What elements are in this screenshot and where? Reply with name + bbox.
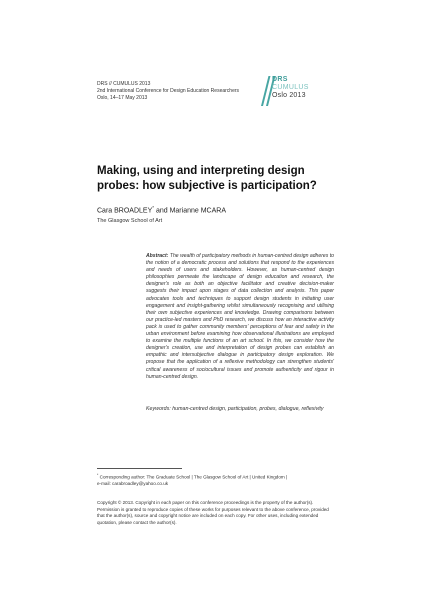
footnote-mark: * <box>97 473 99 477</box>
footnote-email: e-mail: carabroadley@yahoo.co.uk <box>97 481 169 487</box>
abstract-block <box>146 253 334 381</box>
logo-slash-icon <box>258 76 270 106</box>
footnote-line-1 <box>97 472 337 481</box>
conference-name: DRS // CUMULUS 2013 <box>97 81 151 87</box>
logo-city: Oslo 2013 <box>272 92 306 99</box>
keywords: Keywords: human-centred design, participation, probes, dialogue, reflexivity <box>146 406 324 412</box>
copyright-notice: Copyright © 2013. Copyright in each paper on this conference proceedings is the property of the author(s). Permission is granted to reproduce copies of these works for purposes relevant to the above conference, provided that the author(s), source and copyright notice are included on each copy. For other uses, including extended quotation, please contact the author(s). <box>97 500 329 526</box>
abstract-label: Abstract: <box>146 253 169 259</box>
author-primary: Cara BROADLEY <box>97 207 153 215</box>
footnote-divider <box>97 468 182 469</box>
paper-title: Making, using and interpreting design probes: how subjective is participation? <box>97 165 317 192</box>
drs-cumulus-logo <box>258 76 328 108</box>
author-line <box>97 205 226 214</box>
corresponding-mark: * <box>152 205 155 210</box>
affiliation: The Glasgow School of Art <box>97 218 163 224</box>
footnote <box>97 472 337 488</box>
logo-cumulus: CUMULUS <box>272 84 309 91</box>
conference-header <box>97 81 239 102</box>
logo-wordmark <box>272 76 309 100</box>
author-secondary: and Marianne MCARA <box>154 207 226 215</box>
footnote-affiliation: Corresponding author: The Graduate School | The Glasgow School of Art | United Kingdom | <box>99 474 288 480</box>
conference-subtitle: 2nd International Conference for Design Education Researchers <box>97 88 240 94</box>
logo-drs: DRS <box>272 76 288 83</box>
conference-date: Oslo, 14–17 May 2013 <box>97 95 148 101</box>
abstract-text: The wealth of participatory methods in human-centred design adheres to the notion of a democratic process and solutions that respond to the experiences and needs of users and stakeholders. However, as human-centred design philosophies permeate the landscape of design education and research, the designer's role as both an objective facilitator and creative decision-maker suggests their impact upon stages of data collection and analysis. This paper advocates tools and techniques to support design students in initiating user engagement and insight-gathering whilst simultaneously recognising and utilising their own subjective experiences and knowledge. Drawing comparisons between our practice-led masters and PhD research, we discuss how an interactive activity pack is used to gather community members' perceptions of fear and safety in the urban environment before examining how observational illustrations are employed to examine the multiple functions of an art school. In this, we consider how the designer's creation, use and interpretation of design probes can establish an empathic and intersubjective dialogue in participatory design exploration. We propose that the application of a reflexive methodology can strengthen students' critical awareness of sociocultural issues and promote authenticity and rigour in human-centred design. <box>146 253 334 380</box>
